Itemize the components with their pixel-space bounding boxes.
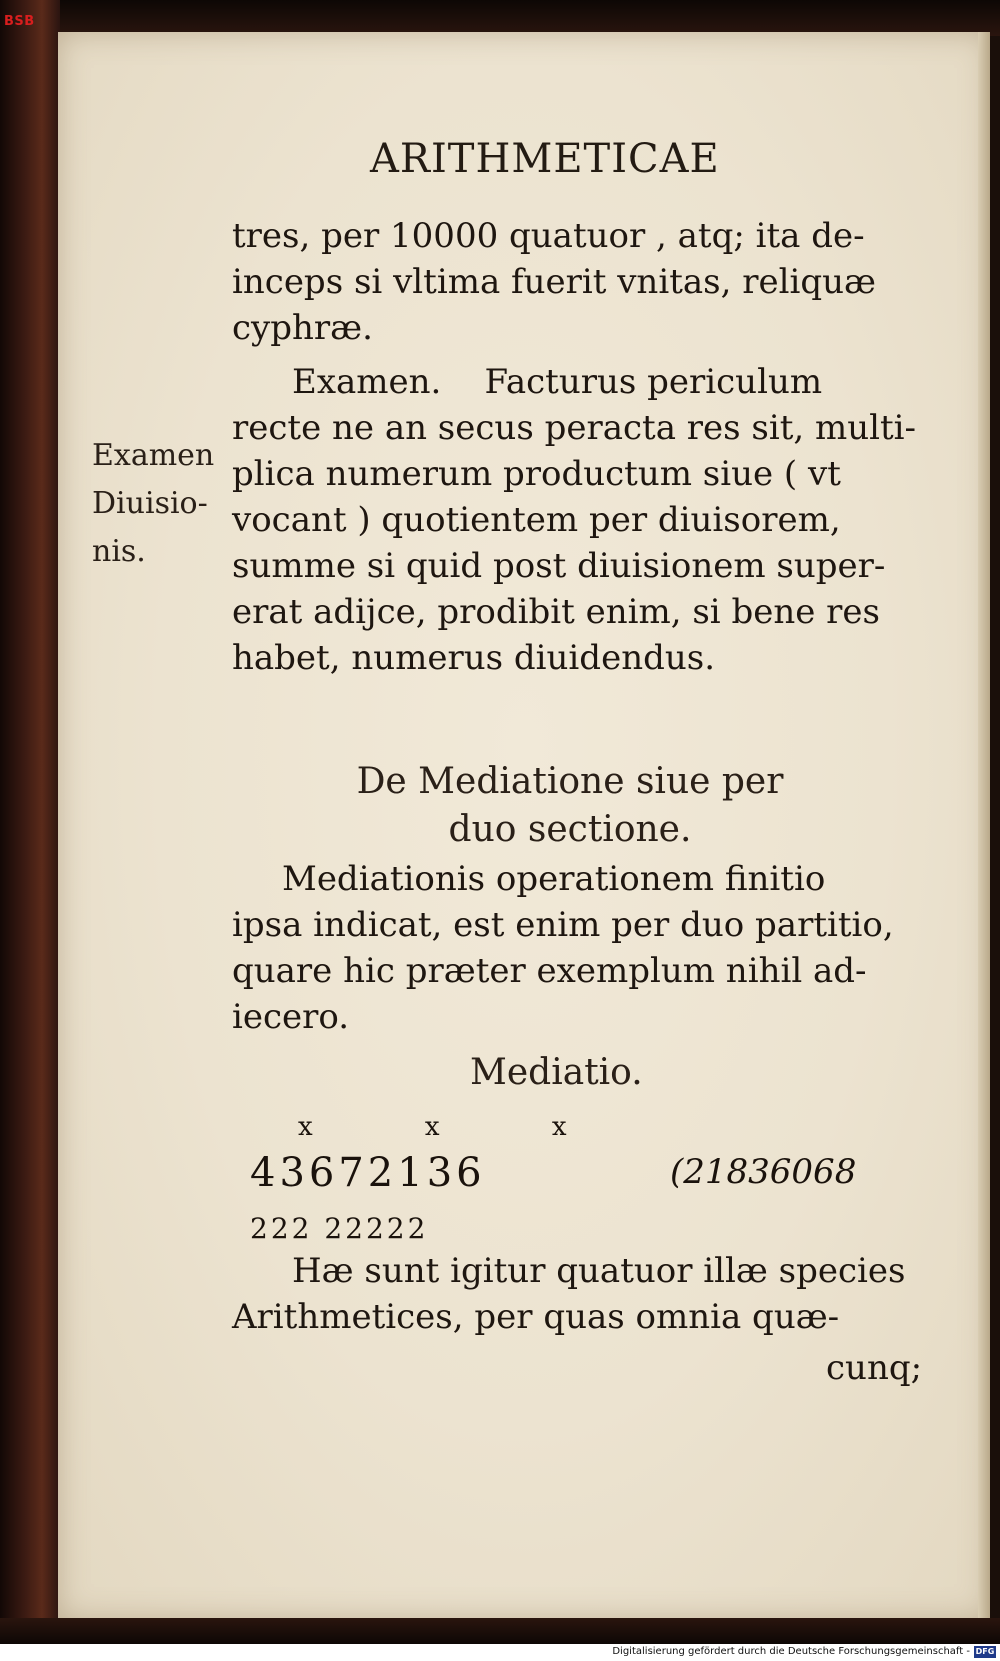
- footer-credit: Digitalisierung gefördert durch die Deutsche Forschungsgemeinschaft -: [612, 1646, 970, 1657]
- book-binding-left: [0, 0, 60, 1661]
- calculation-marks: x x x: [298, 1112, 619, 1142]
- library-mark: BSB: [4, 14, 35, 29]
- text-line: Mediationis operationem finitio: [282, 859, 826, 899]
- margin-note-line: nis.: [92, 534, 146, 569]
- paragraph-3: [232, 856, 922, 1040]
- text-line: Examen. Facturus periculum: [292, 362, 823, 402]
- text-line: inceps si vltima fuerit vnitas, reliquæ: [232, 262, 876, 302]
- mediation-calculation: [250, 1112, 950, 1252]
- section-heading-line: duo sectione.: [448, 809, 692, 850]
- paragraph-2: [232, 359, 922, 681]
- margin-note-line: Examen: [92, 438, 215, 473]
- text-line: Arithmetices, per quas omnia quæ-: [232, 1297, 840, 1337]
- text-line: habet, numerus diuidendus.: [232, 638, 716, 678]
- text-line: tres, per 10000 quatuor , atq; ita de-: [232, 216, 865, 256]
- text-line: summe si quid post diuisionem super-: [232, 546, 886, 586]
- text-line: erat adijce, prodibit enim, si bene res: [232, 592, 880, 632]
- text-line: quare hic præter exemplum nihil ad-: [232, 951, 867, 991]
- book-binding-bottom: [0, 1618, 1000, 1644]
- text-line: plica numerum productum siue ( vt: [232, 454, 841, 494]
- running-head: ARITHMETICAE: [370, 136, 720, 182]
- calculation-divisors: 222 22222: [250, 1212, 429, 1245]
- catchword: cunq;: [826, 1348, 923, 1388]
- calculation-quotient: (21836068: [670, 1152, 857, 1192]
- margin-note-line: Diuisio-: [92, 486, 208, 521]
- text-line: ipsa indicat, est enim per duo partitio,: [232, 905, 894, 945]
- text-line: iecero.: [232, 997, 350, 1037]
- section-heading: [280, 758, 860, 854]
- page-edge: [978, 32, 990, 1620]
- dfg-logo: DFG: [975, 1647, 995, 1656]
- text-line: Hæ sunt igitur quatuor illæ species: [292, 1251, 906, 1291]
- text-line: recte ne an secus peracta res sit, multi-: [232, 408, 917, 448]
- paragraph-1: [232, 213, 922, 351]
- margin-note: [92, 432, 232, 576]
- sub-heading: Mediatio.: [470, 1052, 643, 1093]
- paragraph-4: [232, 1248, 922, 1340]
- text-line: vocant ) quotientem per diuisorem,: [232, 500, 841, 540]
- text-line: cyphræ.: [232, 308, 373, 348]
- section-heading-line: De Mediatione siue per: [356, 761, 784, 802]
- book-binding-top: [0, 0, 1000, 36]
- calculation-dividend: 43672136: [250, 1150, 486, 1196]
